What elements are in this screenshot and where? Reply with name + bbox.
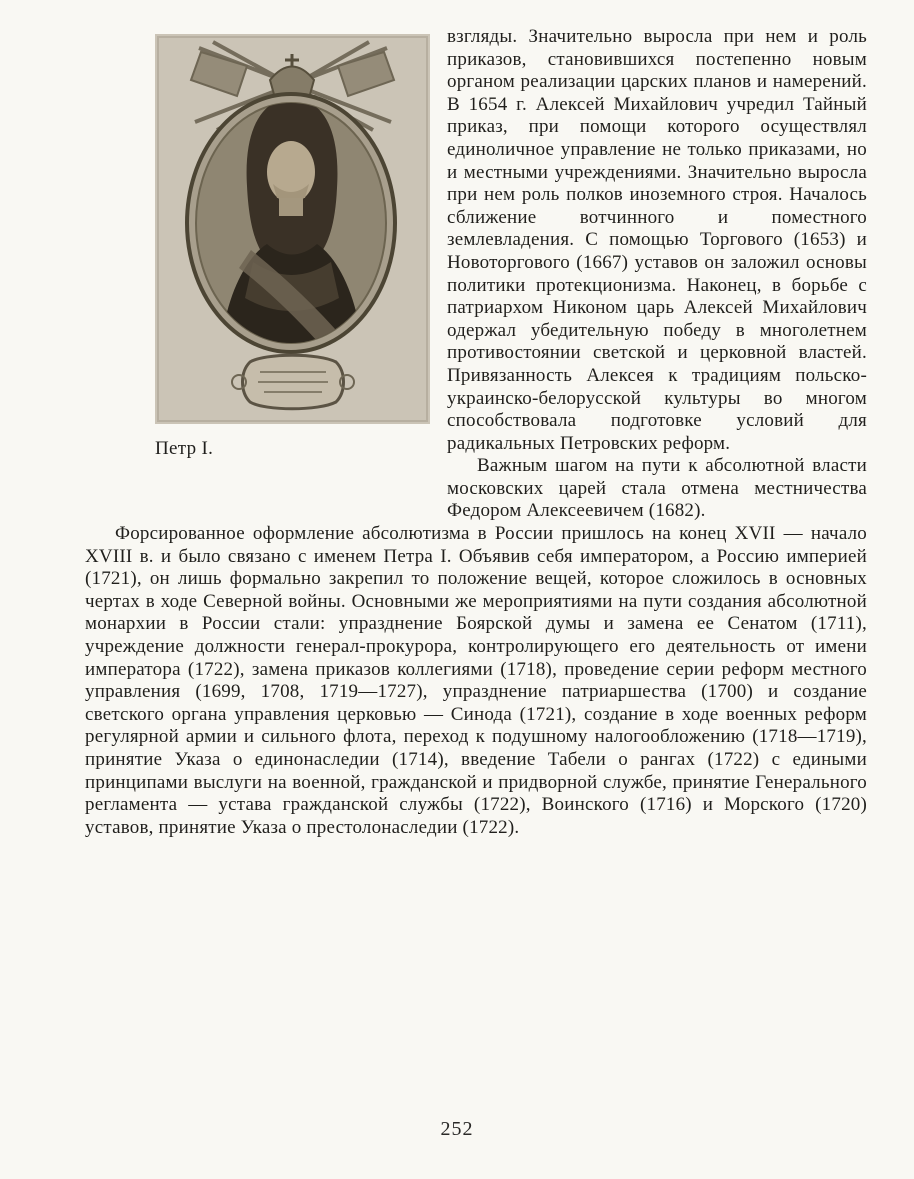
- figure-caption: Петр I.: [155, 438, 214, 459]
- paragraph: взгляды. Значительно выросла при нем и роль приказов, становившихся постепенно новым органом реализации царских планов и намерений. В 1654 г. Алексей Михайлович учредил Тайный приказ, при помощи которого осуществлял единоличное управление не только приказами, но и местными учреждениями. Значительно выросла при нем роль полков иноземного строя. Началось сближение вотчинного и поместного землевладения. С помощью Торгового (1653) и Новоторгового (1667) уставов он заложил основы политики протекционизма. Наконец, в борьбе с патриархом Никоном царь Алексей Михайлович одержал убедительную победу в многолетнем противостоянии светской и церковной властей. Привязанность Алексея к традициям польско-украинско-белорусской культуры во многом способствовала подготовке условий для радикальных Петровских реформ.: [447, 26, 867, 454]
- page-text-block: [85, 26, 867, 839]
- cartouche-icon: [232, 355, 354, 409]
- paragraph: Важным шагом на пути к абсолютной власти московских царей стала отмена местничества Федором Алексеевичем (1682).: [447, 455, 867, 522]
- portrait-figure: [155, 34, 430, 461]
- paragraph: Форсированное оформление абсолютизма в России пришлось на конец XVII — начало XVIII в. и было связано с именем Петра I. Объявив себя императором, а Россию империей (1721), он лишь формально закрепил то положение вещей, которое сложилось в основных чертах в ходе Северной войны. Основными же мероприятиями на пути создания абсолютной монархии в России стали: упразднение Боярской думы и замена ее Сенатом (1711), учреждение должности генерал-прокурора, контролирующего его деятельность от имени императора (1722), замена приказов коллегиями (1718), проведение серии реформ местного управления (1699, 1708, 1719—1727), упразднение патриаршества (1700) и создание светского органа управления церковью — Синода (1721), создание в ходе военных реформ регулярной армии и сильного флота, переход к подушному налогообложению (1718—1719), принятие Указа о единонаследии (1714), введение Табели о рангах (1722) с едиными принципами выслуги на военной, гражданской и придворной службе, принятие Генерального регламента — устава гражданской службы (1722), Воинского (1716) и Морского (1720) уставов, принятие Указа о престолонаследии (1722).: [85, 523, 867, 838]
- page-number: 252: [440, 1118, 474, 1140]
- peter-i-portrait-image: [155, 34, 430, 424]
